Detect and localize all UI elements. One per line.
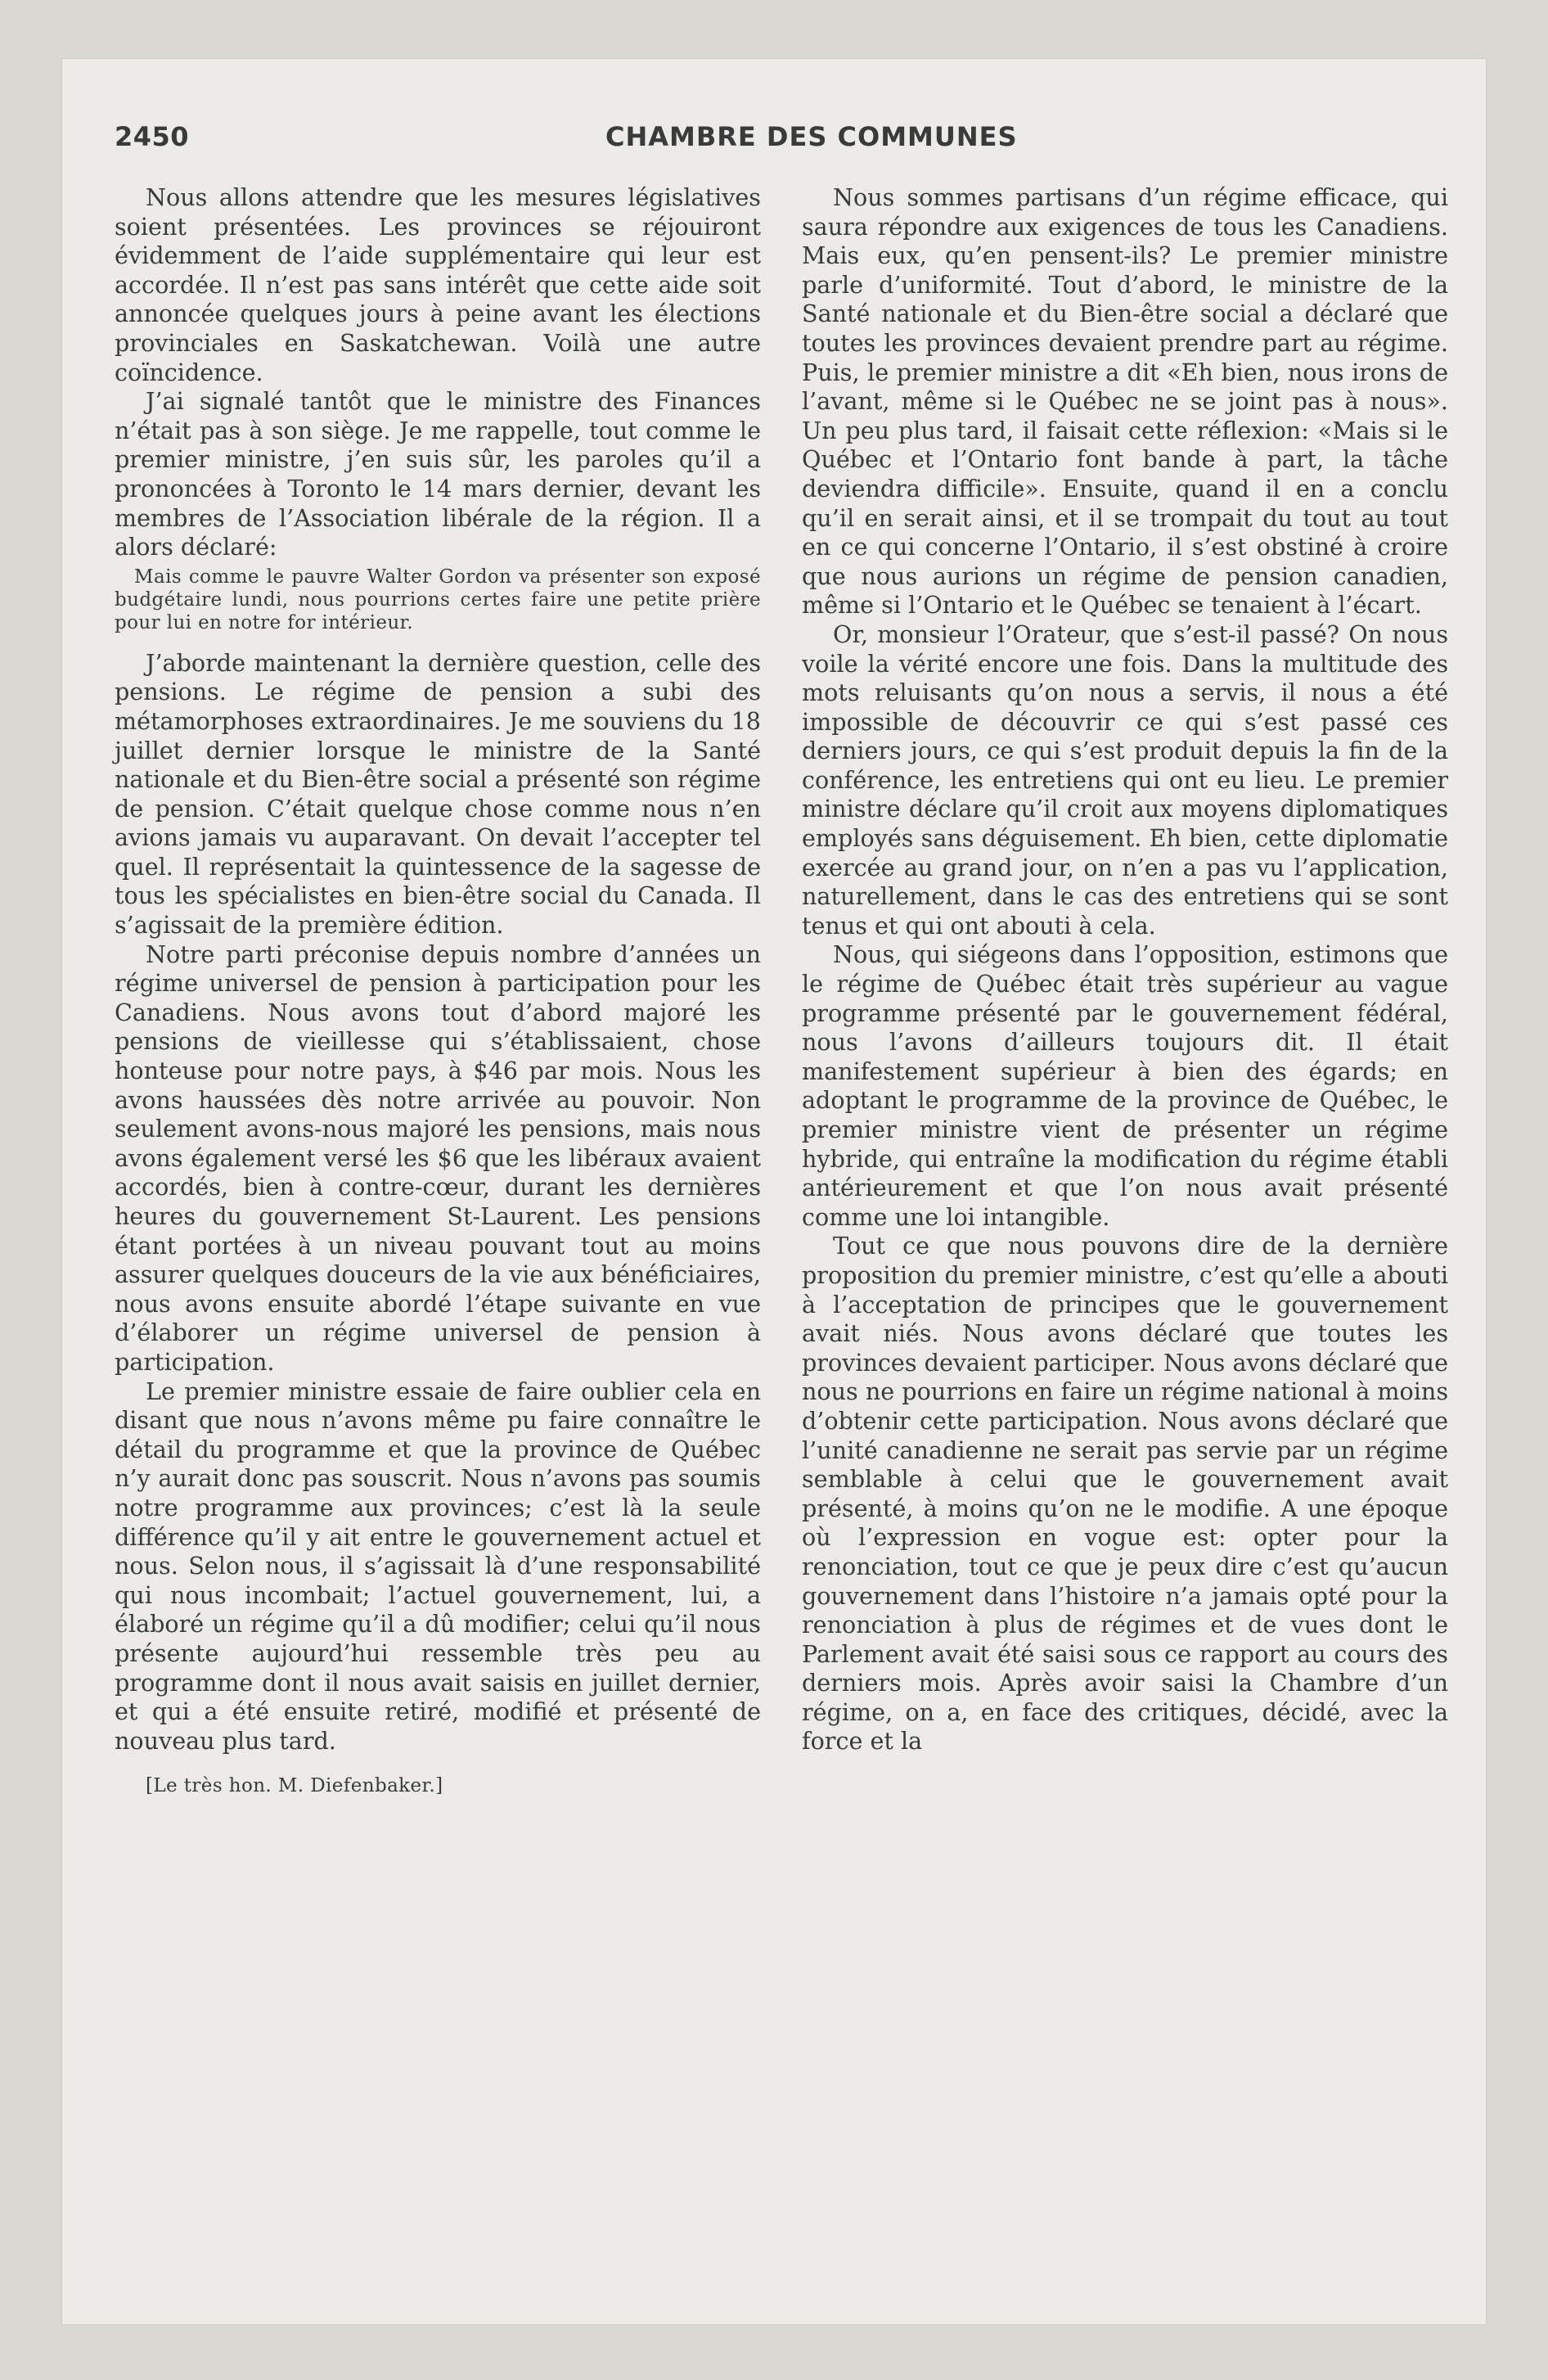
document-page	[62, 59, 1486, 2324]
speaker-attribution: [Le très hon. M. Diefenbaker.]	[146, 1775, 443, 1797]
paragraph: Le premier ministre essaie de faire oublier cela en disant que nous n’avons même pu faire connaître le détail du programme et que la province de Québec n’y aurait donc pas souscrit. Nous n’avons pas soumis notre programme aux provinces; c’est là la seule différence qu’il y ait entre le gouvernement actuel et nous. Selon nous, il s’agissait là d’une responsabilité qui nous incombait; l’actuel gouvernement, lui, a élaboré un régime qu’il a dû modifier; celui qu’il nous présente aujourd’hui ressemble très peu au programme dont il nous avait saisis en juillet dernier, et qui a été ensuite retiré, modifié et présenté de nouveau plus tard.	[115, 1377, 761, 1755]
paragraph: Tout ce que nous pouvons dire de la dernière proposition du premier ministre, c’est qu’elle a abouti à l’acceptation de principes que le gouvernement avait niés. Nous avons déclaré que toutes les provinces devaient participer. Nous avons déclaré que nous ne pourrions en faire un régime national à moins d’obtenir cette participation. Nous avons déclaré que l’unité canadienne ne serait pas servie par un régime semblable à celui que le gouvernement avait présenté, à moins qu’on ne le modifie. A une époque où l’expression en vogue est: opter pour la renonciation, tout ce que je peux dire c’est qu’aucun gouvernement dans l’histoire n’a jamais opté pour la renonciation à plus de régimes et de vues dont le Parlement avait été saisi sous ce rapport au cours des derniers mois. Après avoir saisi la Chambre d’un régime, on a, en face des critiques, décidé, avec la force et la	[802, 1232, 1448, 1756]
page-number: 2450	[115, 121, 190, 152]
page-header	[115, 121, 1463, 162]
paragraph: Nous, qui siégeons dans l’opposition, estimons que le régime de Québec était très supérieur au vague programme présenté par le gouvernement fédéral, nous l’avons d’ailleurs toujours dit. Il était manifestement supérieur à bien des égards; en adoptant le programme de la province de Québec, le premier ministre vient de présenter un régime hybride, qui entraîne la modification du régime établi antérieurement et que l’on nous avait présenté comme une loi intangible.	[802, 940, 1448, 1231]
paragraph: Notre parti préconise depuis nombre d’années un régime universel de pension à participation pour les Canadiens. Nous avons tout d’abord majoré les pensions de vieillesse qui s’établissaient, chose honteuse pour notre pays, à $46 par mois. Nous les avons haussées dès notre arrivée au pouvoir. Non seulement avons-nous majoré les pensions, mais nous avons également versé les $6 que les libéraux avaient accordés, bien à contre-cœur, durant les dernières heures du gouvernement St-Laurent. Les pensions étant portées à un niveau pouvant tout au moins assurer quelques douceurs de la vie aux bénéficiaires, nous avons ensuite abordé l’étape suivante en vue d’élaborer un régime universel de pension à participation.	[115, 940, 761, 1376]
paragraph: Nous allons attendre que les mesures législatives soient présentées. Les provinces se réjouiront évidemment de l’aide supplémentaire qui leur est accordée. Il n’est pas sans intérêt que cette aide soit annoncée quelques jours à peine avant les élections provinciales en Saskatchewan. Voilà une autre coïncidence.	[115, 183, 761, 386]
paragraph: Or, monsieur l’Orateur, que s’est-il passé? On nous voile la vérité encore une fois. Dans la multitude des mots reluisants qu’on nous a servis, il nous a été impossible de découvrir ce qui s’est passé ces derniers jours, ce qui s’est produit depuis la fin de la conférence, les entretiens qui ont eu lieu. Le premier ministre déclare qu’il croit aux moyens diplomatiques employés sans déguisement. Eh bien, cette diplomatie exercée au grand jour, on n’en a pas vu l’application, naturellement, dans le cas des entretiens qui se sont tenus et qui ont abouti à cela.	[802, 620, 1448, 940]
paragraph: Nous sommes partisans d’un régime efficace, qui saura répondre aux exigences de tous les Canadiens. Mais eux, qu’en pensent-ils? Le premier ministre parle d’uniformité. Tout d’abord, le ministre de la Santé nationale et du Bien-être social a déclaré que toutes les provinces devaient prendre part au régime. Puis, le premier ministre a dit «Eh bien, nous irons de l’avant, même si le Québec ne se joint pas à nous». Un peu plus tard, il faisait cette réflexion: «Mais si le Québec et l’Ontario font bande à part, la tâche deviendra difficile». Ensuite, quand il en a conclu qu’il en serait ainsi, et il se trompait du tout au tout en ce qui concerne l’Ontario, il s’est obstiné à croire que nous aurions un régime de pension canadien, même si l’Ontario et le Québec se tenaient à l’écart.	[802, 183, 1448, 620]
paragraph: J’aborde maintenant la dernière question, celle des pensions. Le régime de pension a subi des métamorphoses extraordinaires. Je me souviens du 18 juillet dernier lorsque le ministre de la Santé nationale et du Bien-être social a présenté son régime de pension. C’était quelque chose comme nous n’en avions jamais vu auparavant. On devait l’accepter tel quel. Il représentait la quintessence de la sagesse de tous les spécialistes en bien-être social du Canada. Il s’agissait de la première édition.	[115, 648, 761, 940]
paragraph: J’ai signalé tantôt que le ministre des Finances n’était pas à son siège. Je me rappelle, tout comme le premier ministre, j’en suis sûr, les paroles qu’il a prononcées à Toronto le 14 mars dernier, devant les membres de l’Association libérale de la région. Il a alors déclaré:	[115, 387, 761, 561]
block-quote: Mais comme le pauvre Walter Gordon va présenter son exposé budgétaire lundi, nous pourrions certes faire une petite prière pour lui en notre for intérieur.	[115, 566, 761, 633]
running-head: CHAMBRE DES COMMUNES	[605, 121, 1018, 152]
left-column	[115, 183, 761, 1801]
right-column	[802, 183, 1448, 1756]
